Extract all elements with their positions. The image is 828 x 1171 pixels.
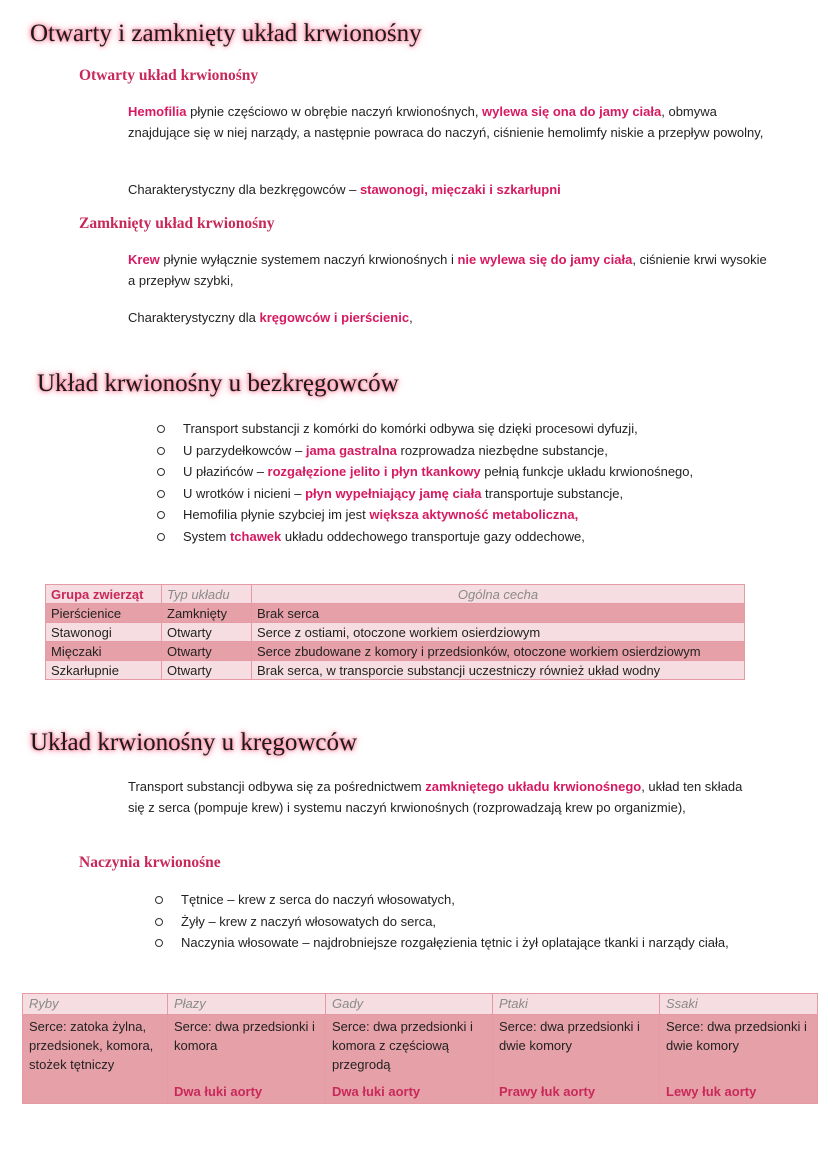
aortic-arch-label: Lewy łuk aorty [666, 1084, 757, 1099]
table-cell: Serce zbudowane z komory i przedsionków, otoczone workiem osierdziowym [252, 642, 745, 661]
table-cell: Pierścienice [46, 604, 162, 623]
bullet-circle-icon [157, 425, 165, 433]
section-title-vertebrates: Układ krwionośny u kręgowców [30, 729, 358, 756]
table-cell-mammals: Serce: dwa przedsionki i dwie komory Lewy łuk aorty [660, 1015, 818, 1104]
table-row [23, 1015, 818, 1104]
paragraph-open-system-characteristic [128, 179, 768, 200]
bullet-circle-icon [157, 447, 165, 455]
table-cell-birds: Serce: dwa przedsionki i dwie komory Prawy łuk aorty [493, 1015, 660, 1104]
table-cell-reptiles: Serce: dwa przedsionki i komora z częściową przegrodą Dwa łuki aorty [326, 1015, 493, 1104]
aortic-arch-label: Prawy łuk aorty [499, 1084, 596, 1099]
text-segment: płynie częściowo w obrębie naczyń krwionośnych, [186, 104, 483, 119]
table-cell: Szkarłupnie [46, 661, 162, 680]
text-segment: , ciśnienie krwi wysokie a przepływ szybki, [128, 252, 767, 288]
table-cell: Otwarty [162, 661, 252, 680]
heading-closed-system: Zamknięty układ krwionośny [79, 215, 275, 232]
list-item: Naczynia włosowate – najdrobniejsze rozgałęzienia tętnic i żył oplatające tkanki i narządy ciała, [155, 932, 755, 954]
bullet-circle-icon [155, 896, 163, 904]
list-item [157, 504, 777, 526]
highlighted-text: tchawek [229, 528, 282, 544]
table-cell: Stawonogi [46, 623, 162, 642]
table-row [46, 642, 745, 661]
highlighted-text: rozgałęzione jelito i płyn tkankowy [267, 464, 481, 479]
table-header-amphibians: Płazy [168, 994, 326, 1015]
text-segment: U płazińców – [183, 464, 268, 479]
table-cell-fish: Serce: zatoka żylna, przedsionek, komora, stożek tętniczy [23, 1015, 168, 1104]
text-segment: , układ ten składa się z serca (pompuje krew) i systemu naczyń krwionośnych (rozprowadzają krew po organizmie), [128, 779, 743, 815]
list-item: Tętnice – krew z serca do naczyń włosowatych, [155, 889, 755, 911]
bullet-circle-icon [155, 939, 163, 947]
list-item [157, 440, 777, 462]
bullet-circle-icon [157, 511, 165, 519]
invertebrates-bullet-list [157, 418, 777, 547]
section-title-open-closed: Otwarty i zamknięty układ krwionośny [30, 20, 422, 47]
table-header-fish: Ryby [23, 994, 168, 1015]
table-cell: Zamknięty [162, 604, 252, 623]
list-item [157, 483, 777, 505]
table-cell: Brak serca, w transporcie substancji uczestniczy również układ wodny [252, 661, 745, 680]
text-segment: Charakterystyczny dla bezkręgowców – [128, 182, 360, 197]
list-item [157, 418, 777, 440]
table-row [46, 604, 745, 623]
aortic-arch-label: Dwa łuki aorty [174, 1084, 263, 1099]
table-cell: Otwarty [162, 623, 252, 642]
text-segment: płynie wyłącznie systemem naczyń krwionośnych i [159, 252, 458, 267]
text-segment: układu oddechowego transportuje gazy oddechowe, [281, 528, 585, 544]
list-item [157, 461, 777, 483]
heading-blood-vessels: Naczynia krwionośne [79, 854, 221, 871]
highlighted-text: Krew [128, 252, 160, 267]
table-header-feature: Ogólna cecha [252, 585, 745, 604]
vertebrates-heart-table [22, 993, 818, 1104]
table-header-row [46, 585, 745, 604]
text-segment: U wrotków i nicieni – [183, 485, 306, 501]
paragraph-vertebrates-intro [128, 776, 758, 818]
table-cell-amphibians: Serce: dwa przedsionki i komora Dwa łuki aorty [168, 1015, 326, 1104]
list-item: Żyły – krew z naczyń włosowatych do serca, [155, 911, 755, 933]
table-row [46, 623, 745, 642]
highlighted-text: stawonogi, mięczaki i szkarłupni [359, 182, 561, 197]
table-cell: Brak serca [252, 604, 745, 623]
table-cell: Otwarty [162, 642, 252, 661]
invertebrates-table [45, 584, 745, 680]
highlighted-text: większa aktywność metaboliczna, [369, 507, 579, 522]
text-segment: Hemofilia płynie szybciej im jest [183, 507, 370, 522]
text-segment: , obmywa znajdujące się w niej narządy, a następnie powraca do naczyń, ciśnienie hemolimfy niskie a przepływ powolny, [128, 104, 764, 140]
table-row [46, 661, 745, 680]
paragraph-closed-system-description [128, 249, 768, 291]
text-segment: Transport substancji z komórki do komórki odbywa się dzięki procesowi dyfuzji, [183, 421, 638, 436]
table-header-group: Grupa zwierząt [46, 585, 162, 604]
aortic-arch-label: Dwa łuki aorty [332, 1084, 421, 1099]
section-title-invertebrates: Układ krwionośny u bezkręgowców [37, 370, 399, 397]
bullet-circle-icon [155, 918, 163, 926]
text-segment: Charakterystyczny dla [128, 310, 260, 325]
table-cell: Mięczaki [46, 642, 162, 661]
paragraph-closed-system-characteristic [128, 307, 768, 328]
text-segment: transportuje substancje, [481, 485, 624, 501]
blood-vessels-list [155, 889, 755, 954]
table-cell: Serce z ostiami, otoczone workiem osierdziowym [252, 623, 745, 642]
text-segment: pełnią funkcje układu krwionośnego, [480, 464, 694, 479]
table-header-row [23, 994, 818, 1015]
list-item [157, 526, 777, 548]
table-header-mammals: Ssaki [660, 994, 818, 1015]
table-header-type: Typ układu [162, 585, 252, 604]
highlighted-text: płyn wypełniający jamę ciała [305, 485, 482, 501]
bullet-circle-icon [157, 468, 165, 476]
highlighted-text: wylewa się ona do jamy ciała [482, 104, 662, 119]
bullet-circle-icon [157, 490, 165, 498]
text-segment: Transport substancji odbywa się za pośrednictwem [128, 779, 426, 794]
bullet-circle-icon [157, 533, 165, 541]
highlighted-text: zamkniętego układu krwionośnego [425, 779, 642, 794]
text-segment: System [183, 528, 230, 544]
heading-open-system: Otwarty układ krwionośny [79, 67, 259, 84]
table-header-reptiles: Gady [326, 994, 493, 1015]
highlighted-text: kręgowców i pierścienic [259, 310, 410, 325]
highlighted-text: Hemofilia [128, 104, 187, 119]
text-segment: U parzydełkowców – [183, 442, 306, 458]
paragraph-open-system-description [128, 101, 768, 143]
text-segment: rozprowadza niezbędne substancje, [396, 442, 608, 458]
highlighted-text: nie wylewa się do jamy ciała [457, 252, 633, 267]
highlighted-text: jama gastralna [305, 442, 397, 458]
text-segment: , [409, 310, 413, 325]
table-header-birds: Ptaki [493, 994, 660, 1015]
